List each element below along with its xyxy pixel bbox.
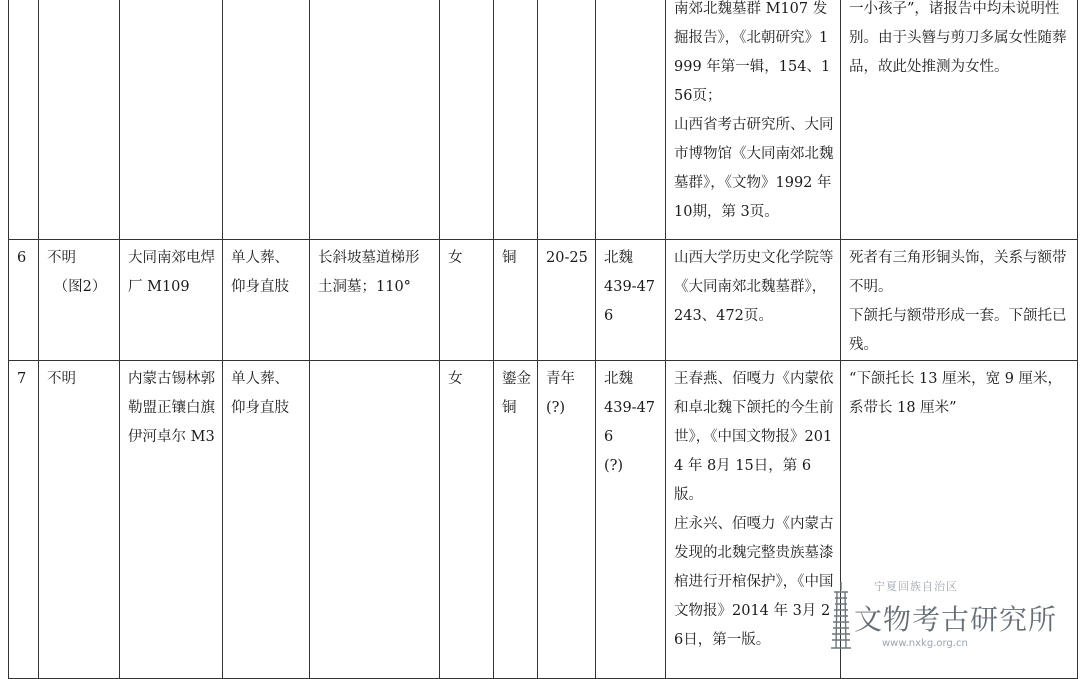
watermark-subtitle: 宁夏回族自治区 [874, 580, 958, 593]
cell-period: 北魏 439-476 [596, 240, 666, 361]
cell-burial-type: 单人葬、仰身直肢 [223, 240, 310, 361]
cell-reference [666, 240, 841, 361]
cell-figure [39, 0, 120, 240]
cell-age [538, 0, 596, 240]
cell-reference [666, 0, 841, 240]
note-text: 死者有三角形铜头饰，关系与额带不明。 [849, 250, 1067, 295]
cell-material [494, 0, 538, 240]
cell-age: 20-25 [538, 240, 596, 361]
cell-material: 鎏金 铜 [494, 361, 538, 679]
reference-text: 山西大学历史文化学院等《大同南郊北魏墓群》，243、472页。 [674, 250, 834, 324]
cell-sex: 女 [440, 361, 494, 679]
note-text: “下颌托长 13 厘米，宽 9 厘米，系带长 18 厘米” [849, 371, 1063, 416]
cell-sex [440, 0, 494, 240]
cell-note [841, 0, 1078, 240]
reference-text: 南郊北魏墓群 M107 发掘报告》，《北朝研究》1999 年第一辑，154、156页； [674, 1, 831, 104]
cell-tomb-structure [310, 361, 440, 679]
cell-burial-type: 单人葬、仰身直肢 [223, 361, 310, 679]
cell-burial-type [223, 0, 310, 240]
cell-site: 内蒙古锡林郭勒盟正镶白旗伊河卓尔 M3 [120, 361, 223, 679]
cell-note [841, 240, 1078, 361]
table-row [9, 240, 1078, 361]
cell-material: 铜 [494, 240, 538, 361]
cell-figure: 不明 （图2） [39, 240, 120, 361]
note-text: 下颌托与额带形成一套。下颌托已残。 [849, 308, 1067, 353]
table-row [9, 361, 1078, 679]
cell-site: 大同南郊电焊厂 M109 [120, 240, 223, 361]
cell-age: 青年 (?) [538, 361, 596, 679]
reference-text: 山西省考古研究所、大同市博物馆《大同南郊北魏墓群》，《文物》1992 年 10期，第 3页。 [674, 117, 834, 220]
cell-tomb-structure: 长斜坡墓道梯形土洞墓；110° [310, 240, 440, 361]
cell-period: 北魏 439-476 (?) [596, 361, 666, 679]
note-text: 一小孩子”，诸报告中均未说明性别。由于头簪与剪刀多属女性随葬品，故此处推测为女性。 [849, 1, 1067, 75]
cell-number: 7 [9, 361, 39, 679]
cell-reference [666, 361, 841, 679]
reference-text: 王春燕、佰嘎力《内蒙依和卓北魏下颌托的今生前世》，《中国文物报》2014 年 8月 15日，第 6版。 [674, 371, 834, 503]
table-row [9, 0, 1078, 240]
cell-sex: 女 [440, 240, 494, 361]
watermark-url: www.nxkg.org.cn [882, 638, 968, 649]
cell-number [9, 0, 39, 240]
cell-figure: 不明 [39, 361, 120, 679]
burial-data-table [8, 0, 1078, 679]
cell-note [841, 361, 1078, 679]
cell-site [120, 0, 223, 240]
cell-number: 6 [9, 240, 39, 361]
reference-text: 庄永兴、佰嘎力《内蒙古发现的北魏完整贵族墓漆棺进行开棺保护》，《中国文物报》2014 年 3月 26日，第一版。 [674, 516, 834, 648]
cell-period [596, 0, 666, 240]
watermark-title: 文物考古研究所 [854, 603, 1058, 636]
cell-tomb-structure [310, 0, 440, 240]
